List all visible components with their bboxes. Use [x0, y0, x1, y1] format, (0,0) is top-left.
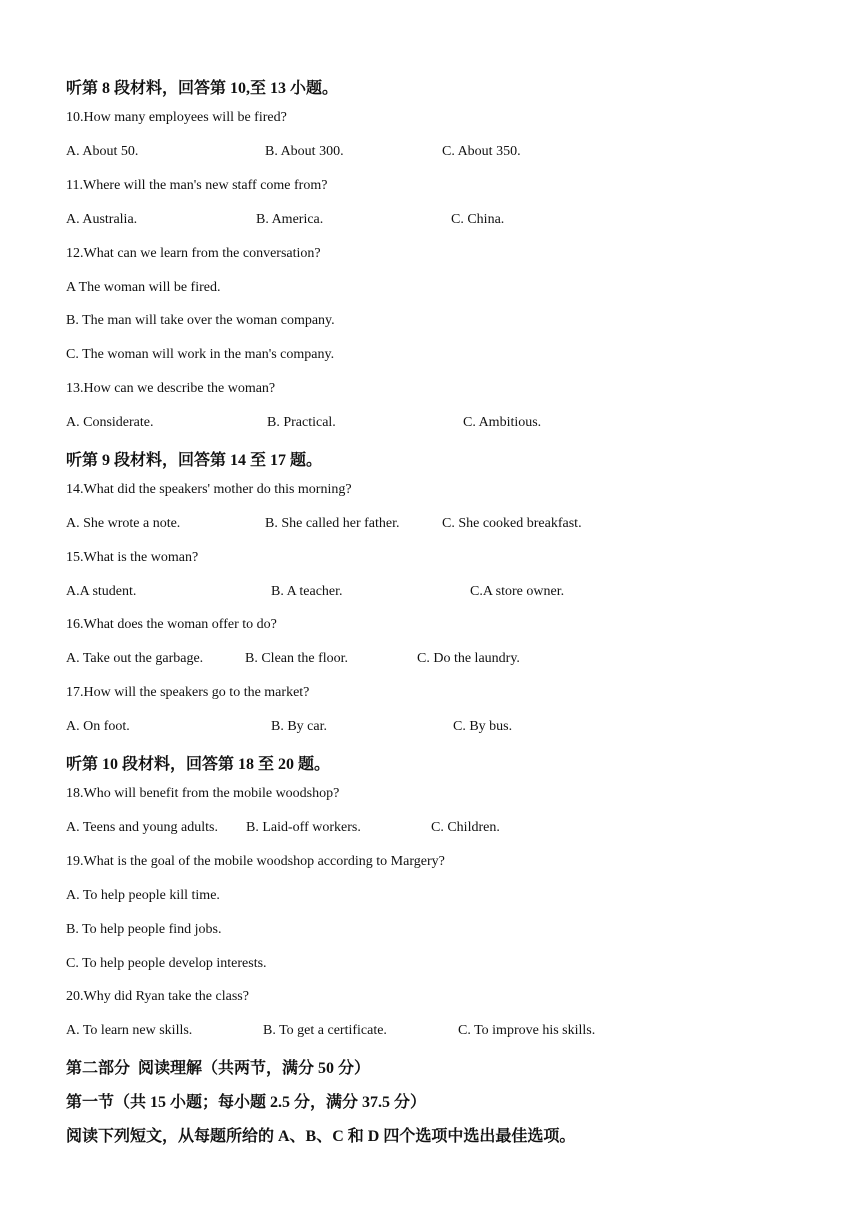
q17-option-a: A. On foot.	[66, 719, 130, 734]
q20-option-a: A. To learn new skills.	[66, 1023, 193, 1038]
q15-option-c: C.A store owner.	[470, 584, 565, 599]
section-10-heading: 听第 10 段材料，回答第 18 至 20 题。	[66, 756, 331, 773]
part-2-title: 第二部分 阅读理解（共两节，满分 50 分）	[66, 1060, 371, 1077]
q11-option-c: C. China.	[451, 212, 505, 227]
q14-option-b: B. She called her father.	[265, 516, 400, 531]
q10-option-c: C. About 350.	[442, 144, 521, 159]
question-15: 15.What is the woman?	[66, 550, 199, 565]
section-9-heading: 听第 9 段材料，回答第 14 至 17 题。	[66, 452, 323, 469]
question-11: 11.Where will the man's new staff come from?	[66, 178, 328, 193]
q17-option-c: C. By bus.	[453, 719, 513, 734]
section-8-heading: 听第 8 段材料，回答第 10,至 13 小题。	[66, 80, 339, 97]
q17-option-b: B. By car.	[271, 719, 327, 734]
q10-option-a: A. About 50.	[66, 144, 139, 159]
question-12: 12.What can we learn from the conversation?	[66, 246, 321, 261]
q14-option-a: A. She wrote a note.	[66, 516, 181, 531]
q20-option-c: C. To improve his skills.	[458, 1023, 596, 1038]
question-20: 20.Why did Ryan take the class?	[66, 989, 249, 1004]
q11-option-b: B. America.	[256, 212, 324, 227]
question-13: 13.How can we describe the woman?	[66, 381, 276, 396]
question-10: 10.How many employees will be fired?	[66, 110, 287, 125]
q16-option-c: C. Do the laundry.	[417, 651, 520, 666]
q18-option-a: A. Teens and young adults.	[66, 820, 218, 835]
part-2-section-1: 第一节（共 15 小题；每小题 2.5 分，满分 37.5 分）	[66, 1094, 427, 1111]
q19-option-b: B. To help people find jobs.	[66, 922, 222, 937]
q16-option-a: A. Take out the garbage.	[66, 651, 204, 666]
q14-option-c: C. She cooked breakfast.	[442, 516, 582, 531]
q20-option-b: B. To get a certificate.	[263, 1023, 387, 1038]
q12-option-a: A The woman will be fired.	[66, 280, 221, 295]
q19-option-c: C. To help people develop interests.	[66, 956, 267, 971]
q18-option-b: B. Laid-off workers.	[246, 820, 361, 835]
q12-option-c: C. The woman will work in the man's company.	[66, 347, 335, 362]
question-16: 16.What does the woman offer to do?	[66, 617, 277, 632]
part-2-instruction: 阅读下列短文，从每题所给的 A、B、C 和 D 四个选项中选出最佳选项。	[66, 1128, 576, 1145]
q12-option-b: B. The man will take over the woman company.	[66, 313, 335, 328]
q13-option-b: B. Practical.	[267, 415, 336, 430]
q10-option-b: B. About 300.	[265, 144, 344, 159]
question-18: 18.Who will benefit from the mobile woodshop?	[66, 786, 340, 801]
question-17: 17.How will the speakers go to the market?	[66, 685, 310, 700]
question-14: 14.What did the speakers' mother do this morning?	[66, 482, 352, 497]
q15-option-a: A.A student.	[66, 584, 137, 599]
q18-option-c: C. Children.	[431, 820, 500, 835]
q13-option-c: C. Ambitious.	[463, 415, 542, 430]
q16-option-b: B. Clean the floor.	[245, 651, 349, 666]
q13-option-a: A. Considerate.	[66, 415, 154, 430]
q19-option-a: A. To help people kill time.	[66, 888, 220, 903]
q15-option-b: B. A teacher.	[271, 584, 343, 599]
q11-option-a: A. Australia.	[66, 212, 138, 227]
question-19: 19.What is the goal of the mobile woodshop according to Margery?	[66, 854, 445, 869]
